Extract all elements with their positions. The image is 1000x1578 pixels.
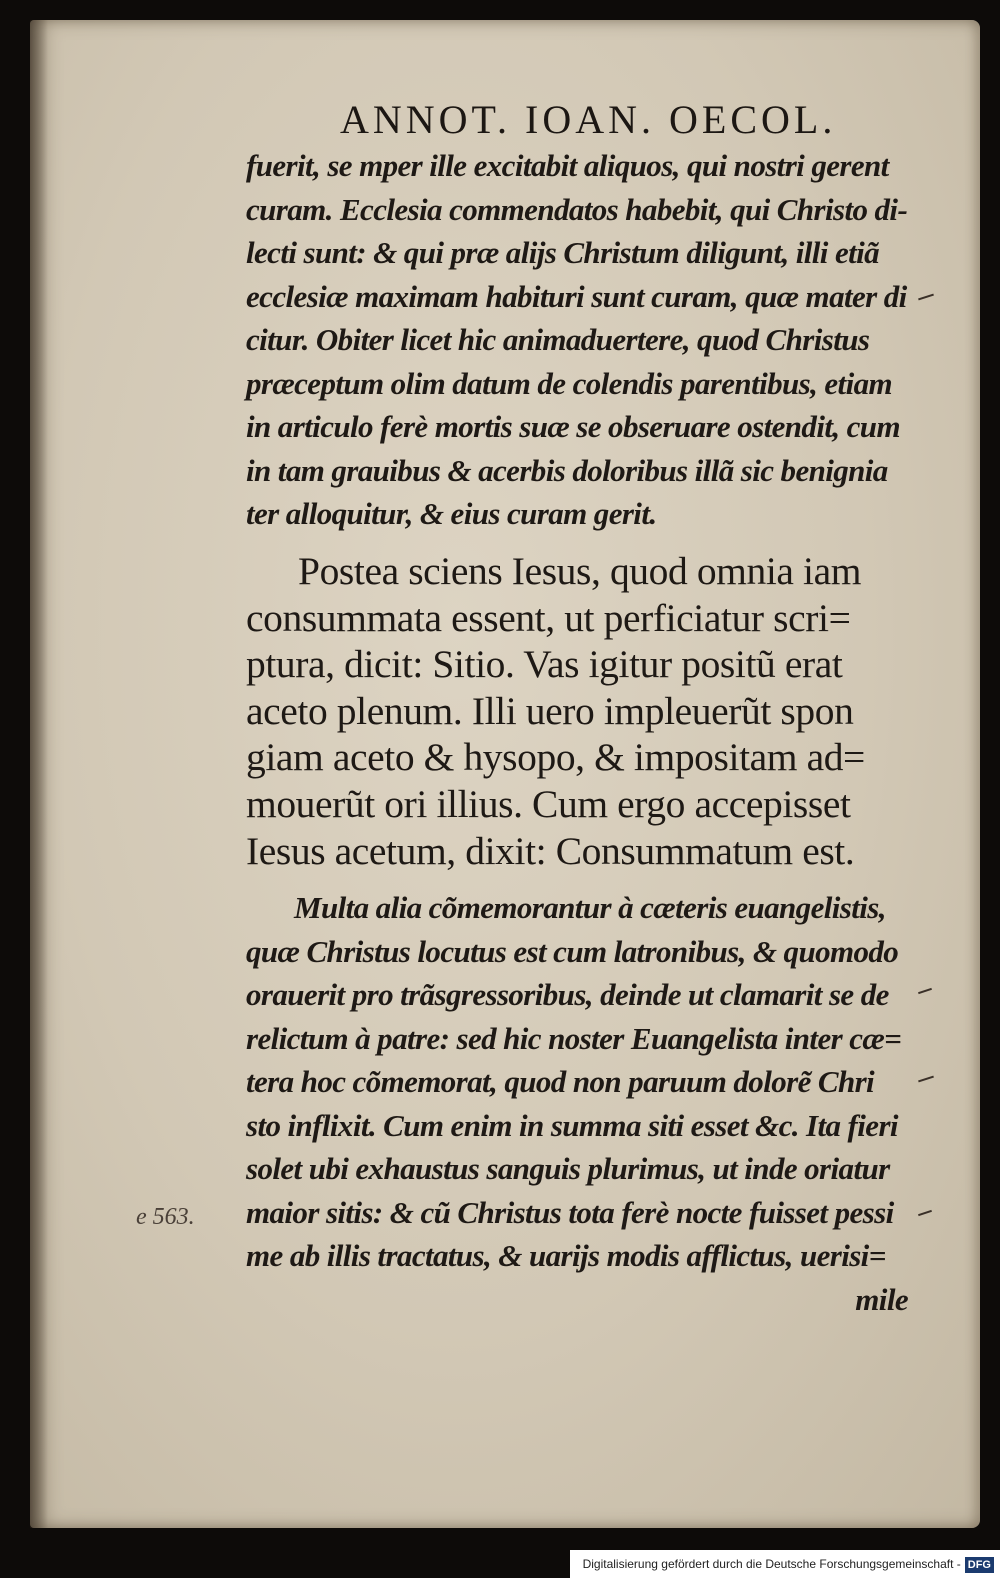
credit-text: Digitalisierung gefördert durch die Deutsche Forschungsgemeinschaft - <box>582 1557 961 1571</box>
verse-line: ptura, dicit: Sitio. Vas igitur positũ erat <box>246 642 843 687</box>
verse-line: aceto plenum. Illi uero impleuerũt spon <box>246 688 854 733</box>
running-header: ANNOT. IOAN. OECOL. <box>340 97 837 142</box>
commentary-paragraph-2 <box>246 886 918 1321</box>
text-line: tera hoc cõmemorat, quod non paruum dolorẽ Chri <box>246 1064 875 1099</box>
text-line: sto inflixit. Cum enim in summa siti esset &c. Ita fieri <box>246 1107 898 1143</box>
spine-shadow <box>30 20 48 1528</box>
text-line: curam. Ecclesia commendatos habebit, qui Christo di- <box>246 191 908 227</box>
digitization-credit <box>570 1550 1000 1578</box>
dfg-logo: DFG <box>965 1557 994 1573</box>
verse-line: giam aceto & hysopo, & impositam ad= <box>246 735 865 780</box>
text-line: quæ Christus locutus est cum latronibus, & quomodo <box>246 933 899 969</box>
verse-line: Postea sciens Iesus, quod omnia iam <box>298 549 862 593</box>
text-line: maior sitis: & cũ Christus tota ferè nocte fuisset pessi <box>246 1194 894 1230</box>
text-line: in tam grauibus & acerbis doloribus illã sic benignia <box>246 452 888 488</box>
text-line: ecclesiæ maximam habituri sunt curam, quæ mater di <box>246 278 907 314</box>
text-line: in articulo ferè mortis suæ se obseruare ostendit, cum <box>246 409 900 444</box>
text-line: orauerit pro trãsgressoribus, deinde ut clamarit se de <box>246 977 889 1012</box>
text-line: me ab illis tractatus, & uarijs modis afflictus, uerisi= <box>246 1238 886 1273</box>
text-line: relictum à patre: sed hic noster Euangelista inter cæ= <box>246 1020 902 1056</box>
text-line: citur. Obiter licet hic animaduertere, quod Christus <box>246 322 870 357</box>
verse-line: mouerũt ori illius. Cum ergo accepisset <box>246 781 851 826</box>
commentary-paragraph-1 <box>246 144 918 536</box>
text-line: ter alloquitur, & eius curam gerit. <box>246 496 657 531</box>
handwritten-margin-note: e 563. <box>136 1204 195 1230</box>
text-line: lecti sunt: & qui præ alijs Christum diligunt, illi etiã <box>246 235 880 270</box>
verse-line: Iesus acetum, dixit: Consummatum est. <box>246 828 855 873</box>
text-line: fuerit, se mper ille excitabit aliquos, qui nostri gerent <box>246 148 889 183</box>
catchword: mile <box>855 1281 908 1317</box>
verse-line: consummata essent, ut perficiatur scri= <box>246 595 851 640</box>
gospel-verse <box>246 548 918 874</box>
text-line: Multa alia cõmemorantur à cæteris euangelistis, <box>294 890 886 925</box>
text-line: solet ubi exhaustus sanguis plurimus, ut inde oriatur <box>246 1151 890 1186</box>
text-line: præceptum olim datum de colendis parentibus, etiam <box>246 365 892 401</box>
